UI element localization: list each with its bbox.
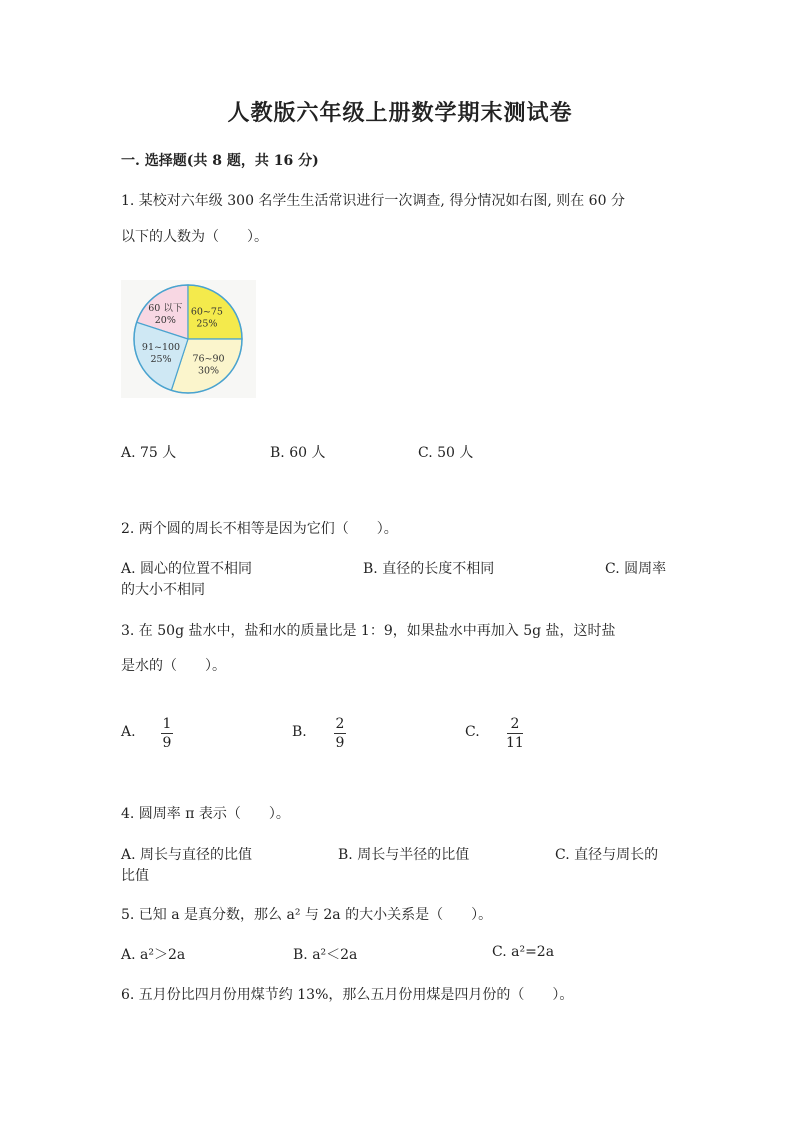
q4-option-a[interactable]: A. 周长与直径的比值: [121, 847, 253, 863]
pie-slice-percent: 25%: [196, 318, 218, 330]
q5-option-a[interactable]: A. a²＞2a: [121, 947, 186, 963]
question-3-line-1: 3. 在 50g 盐水中，盐和水的质量比是 1：9，如果盐水中再加入 5g 盐，这时盐: [121, 623, 616, 639]
q3-option-a-label[interactable]: A.: [121, 724, 136, 740]
question-6-line-1: 6. 五月份比四月份用煤节约 13%，那么五月份用煤是四月份的（ ）。: [121, 987, 574, 1003]
q3-option-b-fraction[interactable]: [334, 716, 346, 751]
pie-slice-percent: 30%: [197, 365, 220, 377]
q4-option-c[interactable]: C. 直径与周长的: [555, 847, 659, 863]
q3-option-c-fraction[interactable]: [506, 716, 524, 751]
question-2-line-1: 2. 两个圆的周长不相等是因为它们（ ）。: [121, 521, 398, 537]
q3-option-a-fraction[interactable]: [161, 716, 173, 751]
q2-option-c-wrap: 的大小不相同: [121, 582, 205, 598]
q3-option-b-label[interactable]: B.: [292, 724, 307, 740]
pie-slice-label: 60 以下: [148, 302, 183, 314]
fraction-numerator: 2: [335, 716, 345, 732]
pie-chart: [121, 280, 256, 398]
fraction-numerator: 1: [162, 716, 172, 732]
page-title: 人教版六年级上册数学期末测试卷: [227, 100, 573, 126]
q4-option-b[interactable]: B. 周长与半径的比值: [338, 847, 470, 863]
fraction-denominator: 9: [162, 735, 172, 751]
question-1-line-1: 1. 某校对六年级 300 名学生生活常识进行一次调查, 得分情况如右图, 则在 60 分: [121, 193, 625, 209]
question-4-line-1: 4. 圆周率 π 表示（ ）。: [121, 806, 290, 822]
q5-option-b[interactable]: B. a²＜2a: [293, 947, 358, 963]
q3-option-c-label[interactable]: C.: [465, 724, 480, 740]
q2-option-b[interactable]: B. 直径的长度不相同: [363, 561, 495, 577]
pie-slice-percent: 25%: [150, 353, 172, 365]
section-heading: 一. 选择题(共 8 题，共 16 分): [121, 153, 319, 169]
q2-option-a[interactable]: A. 圆心的位置不相同: [121, 561, 253, 577]
q1-option-c[interactable]: C. 50 人: [418, 445, 474, 461]
pie-slice-label: 91~100: [141, 341, 181, 353]
fraction-numerator: 2: [510, 716, 520, 732]
question-3-line-2: 是水的（ ）。: [121, 658, 226, 674]
question-5-line-1: 5. 已知 a 是真分数，那么 a² 与 2a 的大小关系是（ ）。: [121, 907, 493, 923]
pie-slice-percent: 20%: [154, 314, 176, 326]
pie-slice-label: 60~75: [190, 306, 223, 318]
q2-option-c[interactable]: C. 圆周率: [605, 561, 667, 577]
pie-slice-label: 76~90: [192, 353, 225, 365]
fraction-denominator: 9: [335, 735, 345, 751]
fraction-denominator: 11: [506, 735, 524, 751]
q4-option-c-wrap: 比值: [121, 868, 149, 884]
q5-option-c[interactable]: C. a²=2a: [492, 944, 555, 960]
q1-option-b[interactable]: B. 60 人: [270, 445, 326, 461]
q1-option-a[interactable]: A. 75 人: [121, 445, 177, 461]
question-1-line-2: 以下的人数为（ ）。: [121, 229, 268, 245]
